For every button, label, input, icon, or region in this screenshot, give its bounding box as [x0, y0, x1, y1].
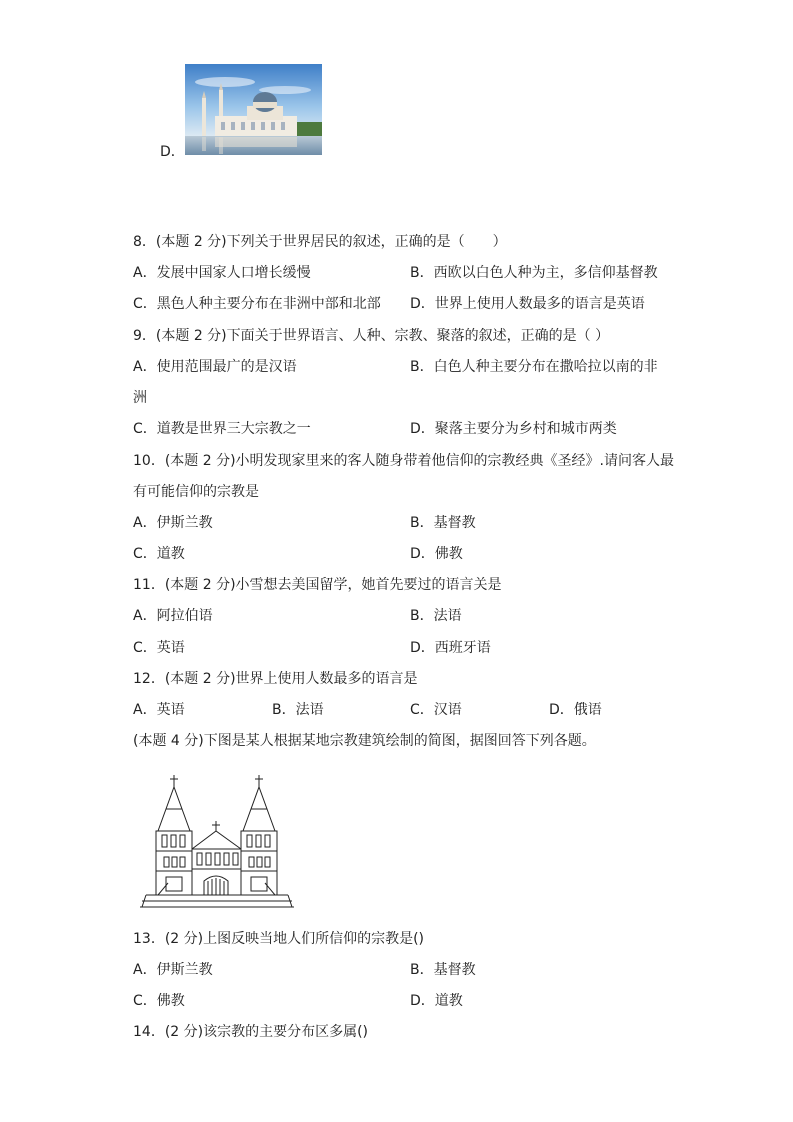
question-9-option-b-wrap: 洲 [133, 390, 147, 406]
question-9-option-b: B．白色人种主要分布在撒哈拉以南的非 [410, 359, 658, 375]
question-11-option-d: D．西班牙语 [410, 640, 491, 656]
question-13-option-b: B．基督教 [410, 962, 476, 978]
mosque-photo [185, 64, 322, 155]
question-12-option-d: D．俄语 [549, 702, 602, 718]
group-intro: (本题 4 分)下图是某人根据某地宗教建筑绘制的简图，据图回答下列各题。 [133, 733, 596, 749]
question-9-option-a: A．使用范围最广的是汉语 [133, 359, 297, 375]
question-9-option-d: D．聚落主要分为乡村和城市两类 [410, 421, 617, 437]
question-8-stem: 8．(本题 2 分)下列关于世界居民的叙述，正确的是（ ） [133, 234, 507, 250]
option-d-label: D． [160, 144, 185, 160]
question-10-stem-cont: 有可能信仰的宗教是 [133, 484, 259, 500]
question-10-option-c: C．道教 [133, 546, 185, 562]
question-12-option-b: B．法语 [272, 702, 324, 718]
question-12-option-c: C．汉语 [410, 702, 462, 718]
question-11-option-c: C．英语 [133, 640, 185, 656]
question-13-option-c: C．佛教 [133, 993, 185, 1009]
question-12-option-a: A．英语 [133, 702, 185, 718]
question-8-option-a: A．发展中国家人口增长缓慢 [133, 265, 311, 281]
question-10-option-b: B．基督教 [410, 515, 476, 531]
question-8-option-d: D．世界上使用人数最多的语言是英语 [410, 296, 645, 312]
question-10-option-a: A．伊斯兰教 [133, 515, 213, 531]
question-10-stem: 10．(本题 2 分)小明发现家里来的客人随身带着他信仰的宗教经典《圣经》.请问客人最 [133, 453, 674, 469]
question-8-option-c: C．黑色人种主要分布在非洲中部和北部 [133, 296, 381, 312]
question-13-option-d: D．道教 [410, 993, 463, 1009]
question-13-option-a: A．伊斯兰教 [133, 962, 213, 978]
church-drawing [138, 773, 296, 911]
question-9-stem: 9．(本题 2 分)下面关于世界语言、人种、宗教、聚落的叙述，正确的是（ ） [133, 328, 610, 344]
question-14-stem: 14．(2 分)该宗教的主要分布区多属() [133, 1024, 369, 1040]
question-11-option-a: A．阿拉伯语 [133, 608, 213, 624]
question-10-option-d: D．佛教 [410, 546, 463, 562]
question-12-stem: 12．(本题 2 分)世界上使用人数最多的语言是 [133, 671, 418, 687]
question-11-stem: 11．(本题 2 分)小雪想去美国留学，她首先要过的语言关是 [133, 577, 502, 593]
question-13-stem: 13．(2 分)上图反映当地人们所信仰的宗教是() [133, 931, 425, 947]
question-11-option-b: B．法语 [410, 608, 462, 624]
question-8-option-b: B．西欧以白色人种为主，多信仰基督教 [410, 265, 658, 281]
question-9-option-c: C．道教是世界三大宗教之一 [133, 421, 311, 437]
